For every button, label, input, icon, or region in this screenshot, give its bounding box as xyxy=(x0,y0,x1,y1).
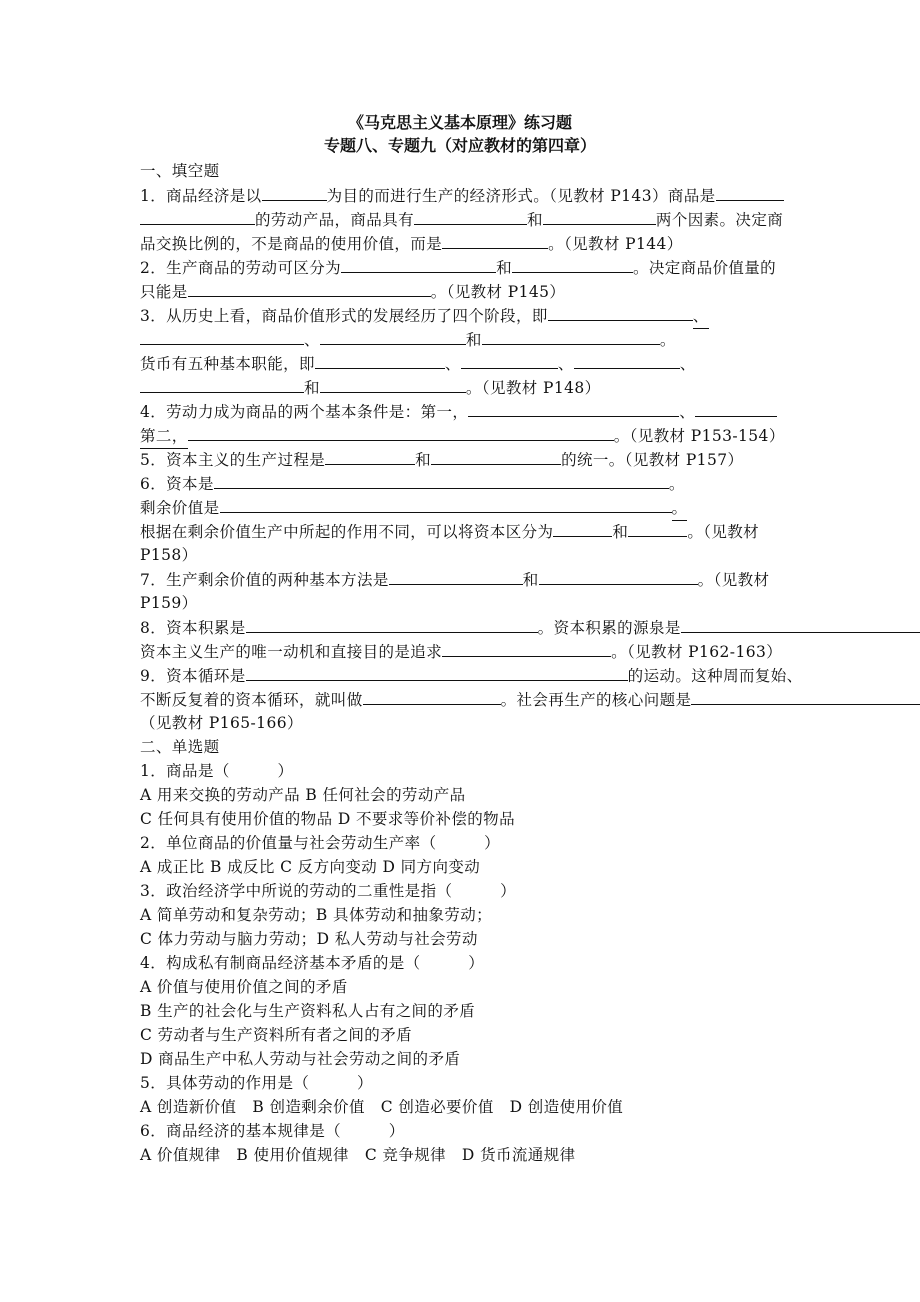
answer-blank[interactable] xyxy=(220,495,672,513)
choice-options: C 体力劳动与脑力劳动；D 私人劳动与社会劳动 xyxy=(140,930,478,948)
section-heading-fill-blank: 一、填空题 xyxy=(140,162,220,180)
question-text: （见教材 P165-166） xyxy=(140,714,303,732)
question-text: 。（见教材 xyxy=(687,523,760,541)
question-text: 根据在剩余价值生产中所起的作用不同，可以将资本区分为 xyxy=(140,523,554,541)
question-text: 5．资本主义的生产过程是 xyxy=(140,451,326,469)
question-text: 资本主义生产的唯一动机和直接目的是追求 xyxy=(140,643,443,661)
question-text: 和 xyxy=(415,451,432,469)
fill-blank-section xyxy=(140,183,920,735)
question-text: 8．资本积累是 xyxy=(140,619,246,637)
single-choice-section xyxy=(140,759,920,1167)
fill-blank-line xyxy=(140,639,920,663)
answer-blank[interactable] xyxy=(442,231,548,249)
answer-blank[interactable] xyxy=(363,687,501,705)
choice-question: 2．单位商品的价值量与社会劳动生产率（ ） xyxy=(140,834,501,852)
question-text: 9．资本循环是 xyxy=(140,667,246,685)
question-text: 的统一。（见教材 P157） xyxy=(561,451,744,469)
answer-blank[interactable] xyxy=(140,327,304,345)
question-text: 。 xyxy=(668,475,685,493)
answer-blank[interactable] xyxy=(315,351,445,369)
document-subtitle: 专题八、专题九（对应教材的第四章） xyxy=(323,136,596,155)
question-text: 。资本积累的源泉是 xyxy=(537,619,681,637)
answer-blank[interactable] xyxy=(574,351,680,369)
question-text: 和 xyxy=(527,211,543,229)
choice-options: A 成正比 B 成反比 C 反方向变动 D 同方向变动 xyxy=(140,858,481,876)
question-text: 。 xyxy=(659,331,676,349)
choice-question: 4．构成私有制商品经济基本矛盾的是（ ） xyxy=(140,954,485,972)
answer-blank[interactable] xyxy=(320,375,466,393)
answer-blank[interactable] xyxy=(628,519,687,537)
fill-blank-line xyxy=(140,207,920,231)
answer-blank[interactable] xyxy=(468,399,679,417)
question-text: 6．资本是 xyxy=(140,475,214,493)
document-title: 《马克思主义基本原理》练习题 xyxy=(347,113,572,132)
question-text: P159） xyxy=(140,594,198,612)
fill-blank-line xyxy=(140,303,920,327)
fill-blank-line xyxy=(140,279,920,303)
answer-blank[interactable] xyxy=(188,423,614,441)
answer-blank[interactable] xyxy=(695,399,777,417)
answer-blank[interactable] xyxy=(691,687,920,705)
choice-options: A 用来交换的劳动产品 B 任何社会的劳动产品 xyxy=(140,786,466,804)
answer-blank[interactable] xyxy=(214,471,669,489)
question-text: 、 xyxy=(679,355,696,373)
question-text: 。（见教材 P153-154） xyxy=(613,427,785,445)
question-text: 只能是 xyxy=(140,283,188,301)
question-text: 、 xyxy=(693,304,709,329)
choice-question: 3．政治经济学中所说的劳动的二重性是指（ ） xyxy=(140,882,516,900)
question-text: 为目的而进行生产的经济形式。（见教材 P143）商品是 xyxy=(326,187,716,205)
fill-blank-line xyxy=(140,327,920,351)
choice-options: D 商品生产中私人劳动与社会劳动之间的矛盾 xyxy=(140,1050,461,1068)
question-text: 货币有五种基本职能，即 xyxy=(140,355,315,373)
answer-blank[interactable] xyxy=(414,207,527,225)
choice-options: A 创造新价值 B 创造剩余价值 C 创造必要价值 D 创造使用价值 xyxy=(140,1098,624,1116)
question-text: 两个因素。决定商 xyxy=(655,211,784,229)
choice-options: B 生产的社会化与生产资料私人占有之间的矛盾 xyxy=(140,1002,476,1020)
fill-blank-line xyxy=(140,471,920,495)
fill-blank-line xyxy=(140,447,920,471)
choice-options: A 价值规律 B 使用价值规律 C 竞争规律 D 货币流通规律 xyxy=(140,1146,576,1164)
question-text: 和 xyxy=(304,379,320,397)
answer-blank[interactable] xyxy=(431,447,561,465)
answer-blank[interactable] xyxy=(246,663,628,681)
fill-blank-line xyxy=(140,663,920,687)
fill-blank-line xyxy=(140,519,920,543)
fill-blank-line xyxy=(140,567,920,591)
answer-blank[interactable] xyxy=(548,303,693,321)
fill-blank-line xyxy=(140,711,920,735)
choice-options: A 简单劳动和复杂劳动；B 具体劳动和抽象劳动； xyxy=(140,906,493,924)
question-text: 。社会再生产的核心问题是 xyxy=(500,691,692,709)
question-text: 不断反复着的资本循环，就叫做 xyxy=(140,691,363,709)
answer-blank[interactable] xyxy=(262,183,327,201)
answer-blank[interactable] xyxy=(140,207,255,225)
choice-question: 1．商品是（ ） xyxy=(140,762,294,780)
fill-blank-line xyxy=(140,183,920,207)
fill-blank-line xyxy=(140,615,920,639)
document-body xyxy=(140,159,920,1167)
fill-blank-line xyxy=(140,495,920,519)
fill-blank-line xyxy=(140,543,920,567)
question-text: 品交换比例的，不是商品的使用价值，而是 xyxy=(140,235,443,253)
choice-options: C 劳动者与生产资料所有者之间的矛盾 xyxy=(140,1026,412,1044)
question-text: 剩余价值是 xyxy=(140,499,220,517)
answer-blank[interactable] xyxy=(320,327,466,345)
answer-blank[interactable] xyxy=(246,615,538,633)
question-text: 。（见教材 P145） xyxy=(430,283,566,301)
question-text: 第二， xyxy=(140,424,188,449)
fill-blank-line xyxy=(140,591,920,615)
question-text: 4．劳动力成为商品的两个基本条件是：第一， xyxy=(140,403,469,421)
question-text: 、 xyxy=(444,355,461,373)
question-text: 、 xyxy=(557,355,574,373)
question-text: 。（见教材 P148） xyxy=(465,379,601,397)
choice-options: A 价值与使用价值之间的矛盾 xyxy=(140,978,348,996)
answer-blank[interactable] xyxy=(325,447,415,465)
question-text: 1．商品经济是以 xyxy=(140,187,262,205)
question-text: 7．生产剩余价值的两种基本方法是 xyxy=(140,571,389,589)
choice-options: C 任何具有使用价值的物品 D 不要求等价补偿的物品 xyxy=(140,810,515,828)
question-text: 2．生产商品的劳动可区分为 xyxy=(140,259,342,277)
question-text: 的劳动产品，商品具有 xyxy=(255,211,415,229)
question-text: 。（见教材 xyxy=(697,571,770,589)
answer-blank[interactable] xyxy=(512,255,633,273)
question-text: 。 xyxy=(672,496,688,521)
question-text: 3．从历史上看，商品价值形式的发展经历了四个阶段，即 xyxy=(140,307,548,325)
question-text: 。决定商品价值量的 xyxy=(632,259,777,277)
question-text: 和 xyxy=(496,259,512,277)
answer-blank[interactable] xyxy=(553,519,612,537)
section-heading-single-choice: 二、单选题 xyxy=(140,738,220,756)
answer-blank[interactable] xyxy=(341,255,496,273)
fill-blank-line xyxy=(140,399,920,423)
answer-blank[interactable] xyxy=(188,279,431,297)
answer-blank[interactable] xyxy=(716,183,784,201)
choice-question: 6．商品经济的基本规律是（ ） xyxy=(140,1122,405,1140)
answer-blank[interactable] xyxy=(482,327,660,345)
question-text: 、 xyxy=(304,331,320,349)
question-text: 。（见教材 P162-163） xyxy=(611,643,783,661)
fill-blank-line xyxy=(140,687,920,711)
question-text: 。（见教材 P144） xyxy=(548,235,683,253)
answer-blank[interactable] xyxy=(140,375,304,393)
question-text: 和 xyxy=(522,571,539,589)
answer-blank[interactable] xyxy=(389,567,523,585)
question-text: 的运动。这种周而复始、 xyxy=(627,667,803,685)
answer-blank[interactable] xyxy=(539,567,698,585)
answer-blank[interactable] xyxy=(461,351,558,369)
fill-blank-line xyxy=(140,255,920,279)
choice-question: 5．具体劳动的作用是（ ） xyxy=(140,1074,373,1092)
question-text: 、 xyxy=(679,403,696,421)
question-text: P158） xyxy=(140,546,198,564)
fill-blank-line xyxy=(140,375,920,399)
fill-blank-line xyxy=(140,423,920,447)
fill-blank-line xyxy=(140,231,920,255)
fill-blank-line xyxy=(140,351,920,375)
answer-blank[interactable] xyxy=(681,615,920,633)
answer-blank[interactable] xyxy=(442,639,611,657)
question-text: 和 xyxy=(612,523,629,541)
answer-blank[interactable] xyxy=(543,207,656,225)
question-text: 和 xyxy=(465,331,482,349)
